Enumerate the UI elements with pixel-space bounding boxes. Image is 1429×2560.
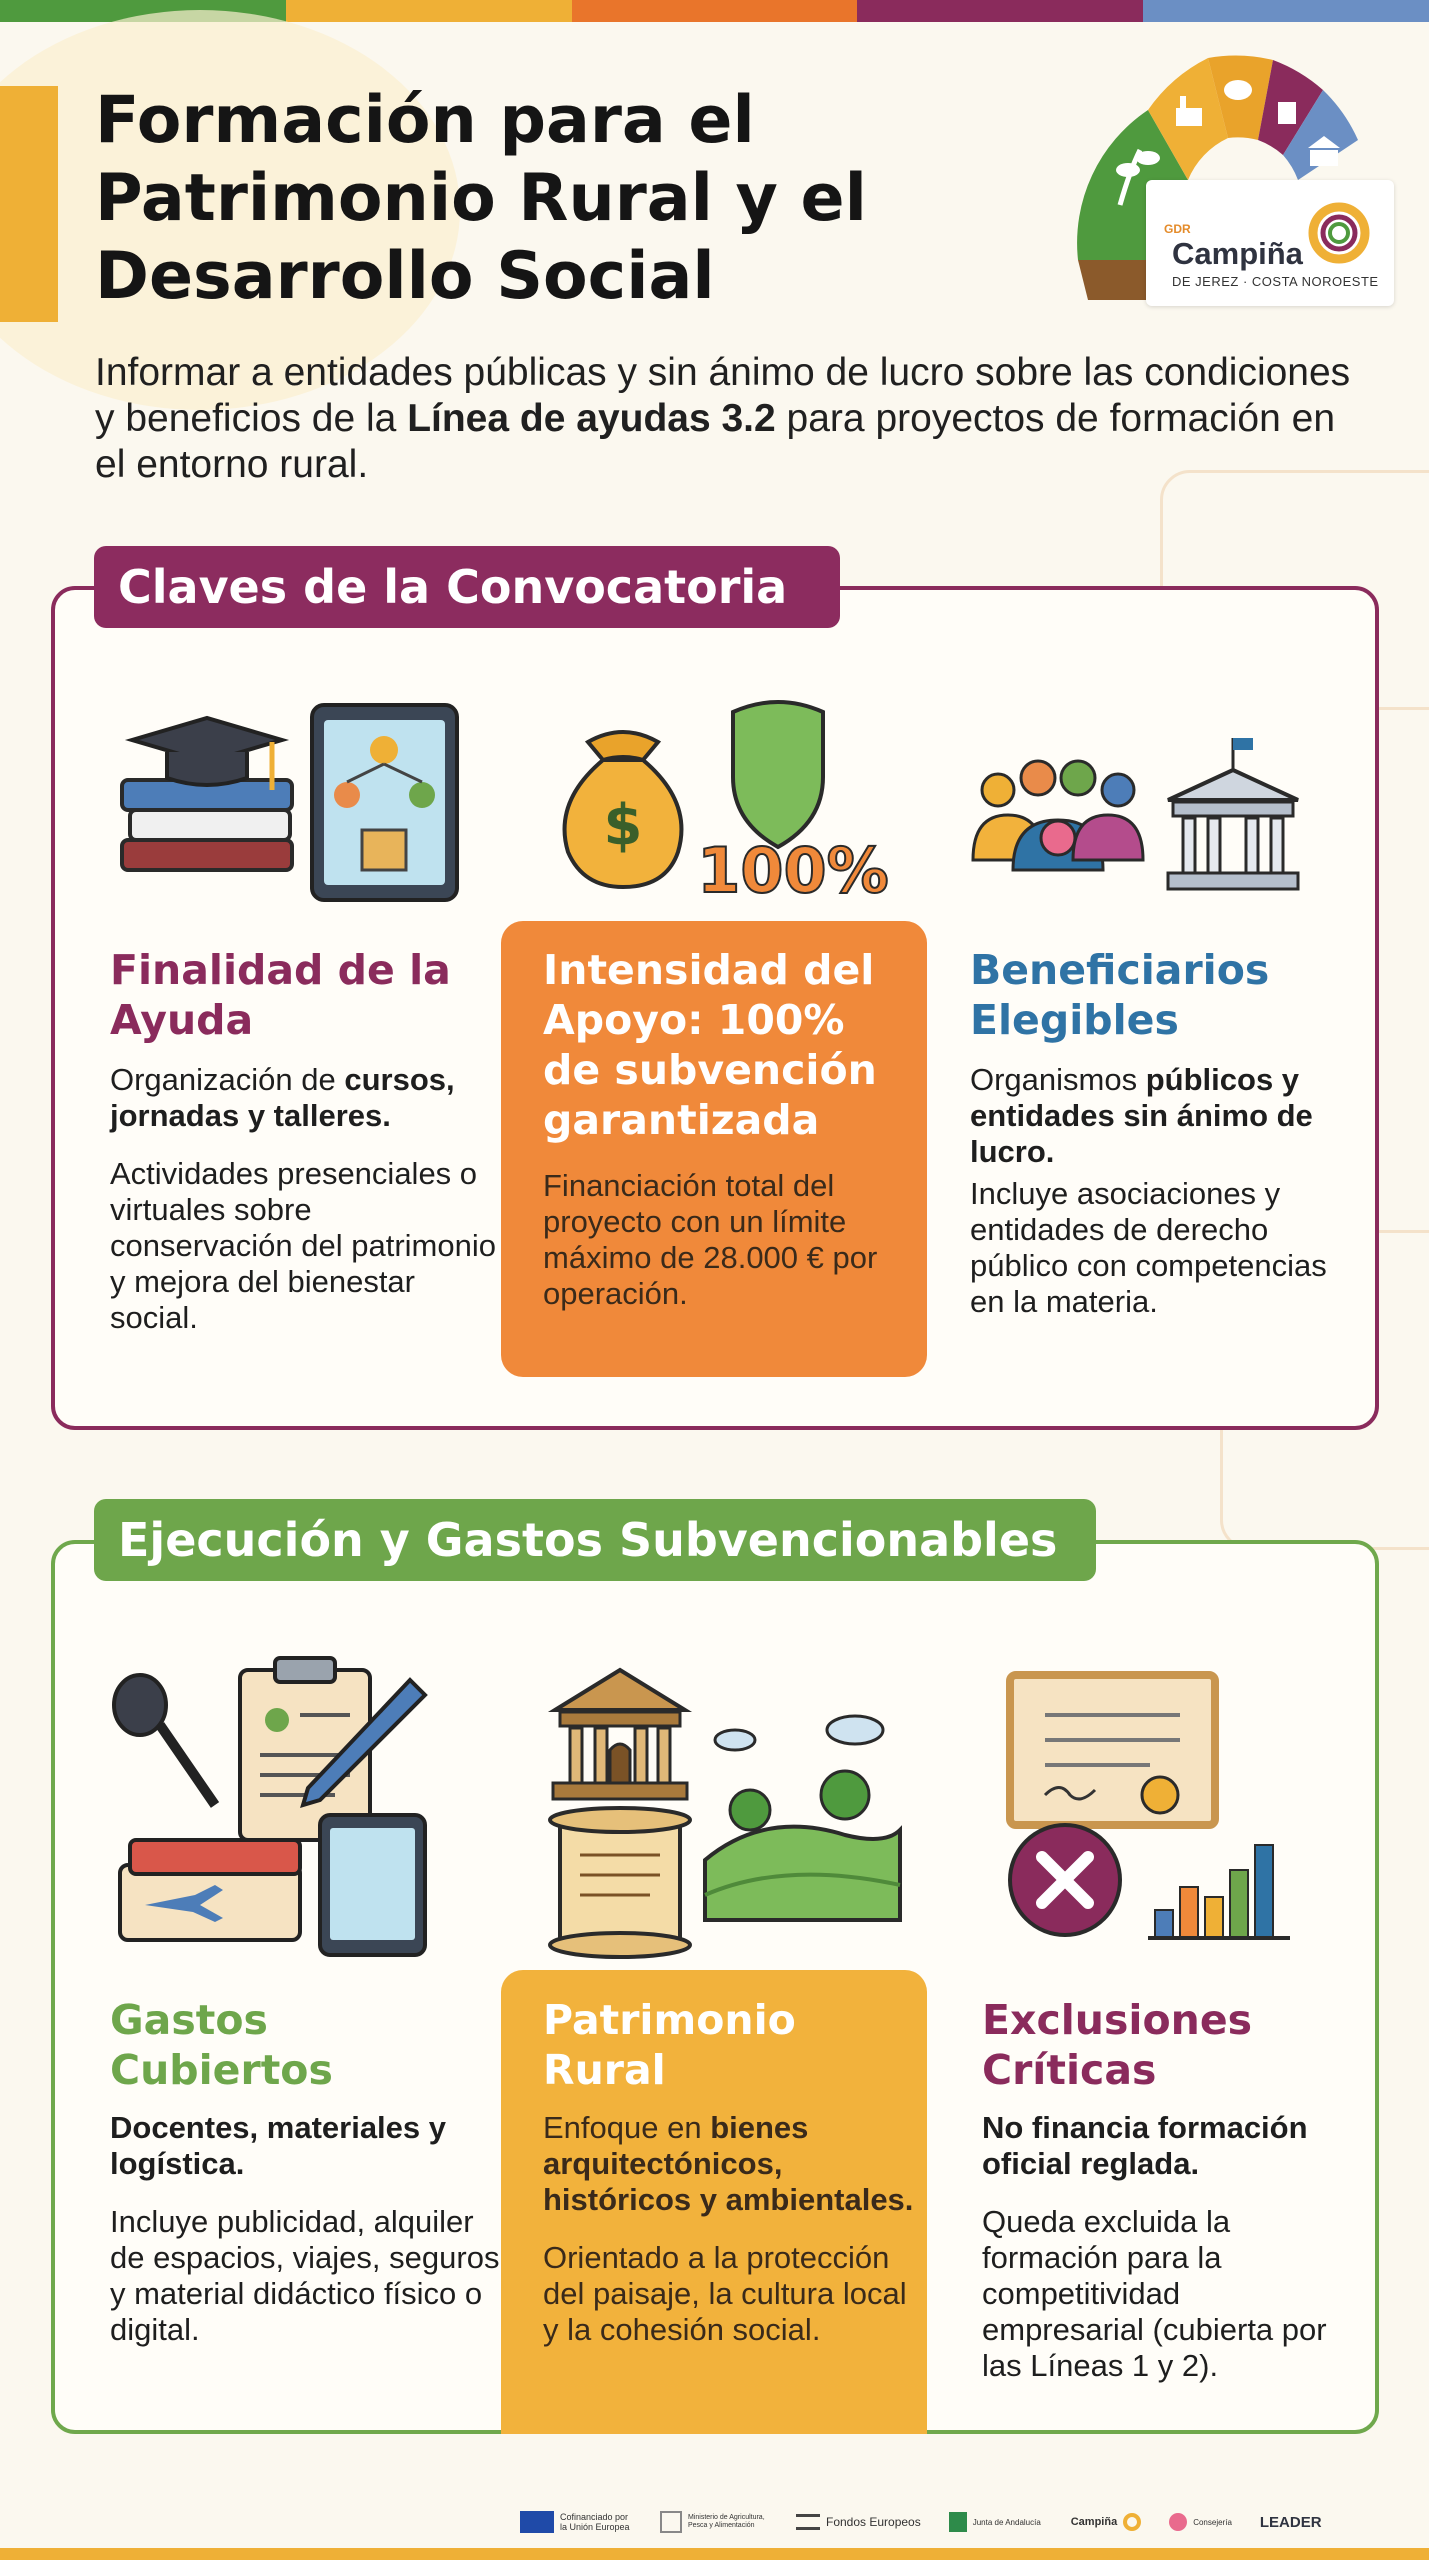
section-ejecucion-heading: Ejecución y Gastos Subvencionables: [94, 1499, 1096, 1581]
leader-logo: LEADER: [1259, 2513, 1322, 2531]
certificate-icon: [1278, 102, 1296, 124]
svg-text:$: $: [603, 793, 643, 858]
logo-ring-icon: [1306, 200, 1372, 266]
money-bag-icon: [565, 732, 682, 887]
finalidad-title: Finalidad de la Ayuda: [110, 946, 451, 1044]
gastos-illustration: [105, 1650, 435, 1960]
section-claves-heading: Claves de la Convocatoria: [94, 546, 840, 628]
piggy-bank-icon: [1224, 80, 1252, 100]
consejeria-logo: Consejería: [1169, 2513, 1232, 2531]
exclusiones-illustration: [1000, 1665, 1310, 1955]
certificate-icon: [1010, 1675, 1215, 1825]
intensidad-illustration: [548, 682, 898, 912]
beneficiarios-illustration: [968, 730, 1318, 910]
footer-logos: [520, 2500, 1400, 2544]
exclusiones-title: Exclusiones Críticas: [982, 1996, 1253, 2094]
monument-icon: [553, 1670, 687, 1799]
fondos-europeos-logo: Fondos Europeos: [796, 2514, 921, 2530]
percent-badge: 100%: [697, 834, 889, 907]
bar-chart-icon: [1148, 1845, 1290, 1938]
intensidad-title: Intensidad del Apoyo: 100% de subvención garantizada: [543, 946, 877, 1144]
shield-icon: [733, 702, 823, 847]
intensidad-text: Financiación total del proyecto con un límite máximo de 28.000 € por operación.: [543, 1168, 878, 1311]
finalidad-illustration: [112, 700, 462, 910]
ticket-icon: [120, 1840, 300, 1940]
ministerio-logo: Ministerio de Agricultura, Pesca y Alimentación: [660, 2511, 768, 2533]
beneficiarios-title: Beneficiarios Elegibles: [970, 946, 1270, 1044]
accent-bar: [0, 86, 58, 322]
logo-gdr-text: GDR: [1164, 222, 1191, 236]
scroll-icon: [550, 1808, 690, 1957]
patrimonio-text: Enfoque en bienes arquitectónicos, históricos y ambientales. Orientado a la protección del paisaje, la cultura local y la cohesión social.: [543, 2110, 914, 2347]
finalidad-text: Organización de cursos, jornadas y talleres. Actividades presenciales o virtuales sobre conservación del patrimonio y mejora del bienestar social.: [110, 1062, 496, 1335]
tablet-network-icon: [312, 705, 457, 900]
logo-subtitle: DE JEREZ · COSTA NOROESTE: [1172, 274, 1379, 289]
landscape-icon: [705, 1716, 900, 1920]
gastos-text: Docentes, materiales y logística. Incluye publicidad, alquiler de espacios, viajes, seguros y material didáctico físico o digital.: [110, 2110, 500, 2347]
logo-card: [1146, 180, 1394, 306]
logo-name: Campiña: [1172, 236, 1303, 271]
page-subtitle: Informar a entidades públicas y sin ánimo de lucro sobre las condiciones y beneficios de la Línea de ayudas 3.2 para proyectos de formación en el entorno rural.: [95, 351, 1351, 486]
exclusiones-text: No financia formación oficial reglada. Queda excluida la formación para la competitividad empresarial (cubierta por las Líneas 1 y 2).: [982, 2110, 1327, 2383]
bottom-bar: [0, 2548, 1429, 2560]
junta-logo: Junta de Andalucía: [949, 2512, 1043, 2532]
campina-footer-logo: Campiña: [1071, 2513, 1141, 2531]
microphone-icon: [114, 1675, 215, 1805]
people-group-icon: [973, 761, 1143, 870]
beneficiarios-text: Organismos públicos y entidades sin ánimo de lucro. Incluye asociaciones y entidades de derecho público con competencias en la materia.: [970, 1062, 1327, 1319]
tablet-icon: [320, 1815, 425, 1955]
patrimonio-illustration: [545, 1660, 905, 1960]
public-building-icon: [1168, 738, 1298, 889]
gastos-title: Gastos Cubiertos: [110, 1996, 333, 2094]
page-title: Formación para el Patrimonio Rural y el Desarrollo Social: [95, 83, 867, 314]
patrimonio-title: Patrimonio Rural: [543, 1996, 796, 2094]
books-icon: [122, 780, 292, 870]
cross-icon: [1010, 1825, 1120, 1935]
eu-logo: Cofinanciado por la Unión Europea: [520, 2511, 632, 2533]
